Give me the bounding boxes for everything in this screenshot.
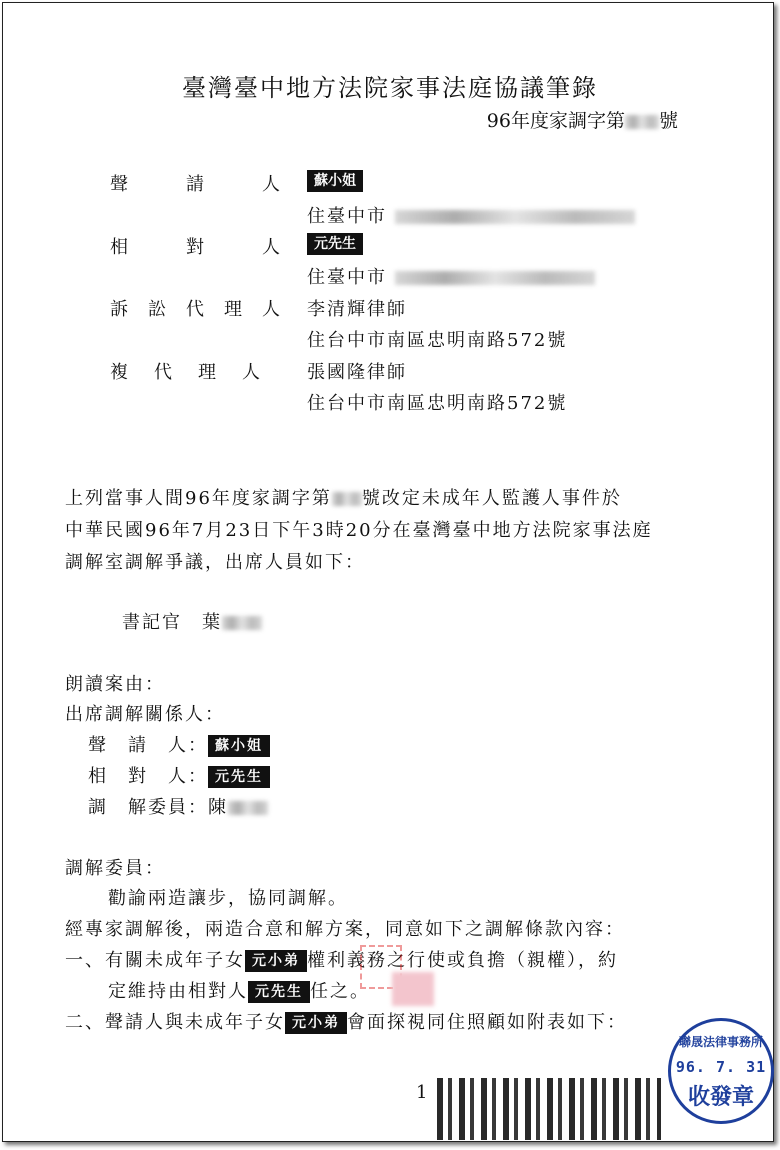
applicant-tag: 蘇小姐 (307, 170, 363, 192)
respondent-tag: 元先生 (307, 233, 363, 255)
redaction (395, 271, 595, 285)
party-row-respondent (110, 233, 280, 259)
stamp-label: 收發章 (687, 1084, 754, 1110)
redaction (392, 972, 434, 1006)
attendee-respondent: 相 對 人： 元先生 (88, 762, 270, 788)
redaction (395, 210, 635, 224)
case-number: 96年度家調字第 號 (486, 110, 678, 132)
party-label: 複 代 理 人 (110, 362, 260, 383)
redaction (332, 492, 362, 506)
party-label: 相 對 人 (110, 237, 280, 258)
redaction (625, 115, 659, 129)
sub-agent-name: 張國隆律師 (307, 362, 407, 383)
clause-2: 二、聲請人與未成年子女 元小弟 會面探視同住照顧如附表如下： (65, 1012, 627, 1033)
respondent-address: 住臺中市 (307, 263, 595, 289)
clerk-line: 書記官 葉 (122, 608, 262, 634)
intro-line-1: 上列當事人間96年度家調字第 號改定未成年人監護人事件於 (65, 488, 622, 509)
attorney-address: 住台中市南區忠明南路572號 (307, 330, 568, 351)
mediator-heading: 調解委員： (65, 858, 165, 879)
applicant-address: 住臺中市 (307, 202, 635, 228)
party-row-applicant (110, 170, 280, 196)
clause-1: 一、有關未成年子女 元小弟 權利義務之行使或負擔（親權），約 (65, 950, 618, 971)
party-label: 聲 請 人 (110, 174, 280, 195)
attendee-mediator: 調 解委員：陳 (88, 793, 268, 819)
redaction (222, 616, 262, 630)
redaction (228, 801, 268, 815)
mediator-text: 勸諭兩造讓步，協同調解。 (108, 888, 348, 909)
party-row-attorney (110, 295, 280, 321)
sub-agent-address: 住台中市南區忠明南路572號 (307, 393, 568, 414)
received-stamp (668, 1018, 774, 1124)
document-title: 臺灣臺中地方法院家事法庭協議筆錄 (182, 74, 598, 102)
clause-1-line-2: 定維持由相對人 元先生 任之。 (108, 981, 370, 1002)
attendees-heading: 出席調解關係人： (65, 704, 225, 725)
agreement-intro: 經專家調解後，兩造合意和解方案，同意如下之調解條款內容： (65, 919, 625, 940)
intro-line-2: 中華民國96年7月23日下午3時20分在臺灣臺中地方法院家事法庭 (65, 520, 653, 541)
page-number: 1 (416, 1082, 428, 1103)
reading-heading: 朗讀案由： (65, 674, 165, 695)
party-label: 訴 訟 代 理 人 (110, 299, 280, 320)
attorney-name: 李清輝律師 (307, 299, 407, 320)
stamp-org: 聯晟法律事務所 (678, 1035, 763, 1049)
court-seal (437, 1078, 661, 1140)
intro-line-3: 調解室調解爭議，出席人員如下： (65, 552, 365, 573)
party-row-sub-agent (110, 358, 260, 384)
stamp-date: 96. 7. 31 (675, 1058, 767, 1076)
attendee-applicant: 聲 請 人： 蘇小姐 (88, 731, 270, 757)
